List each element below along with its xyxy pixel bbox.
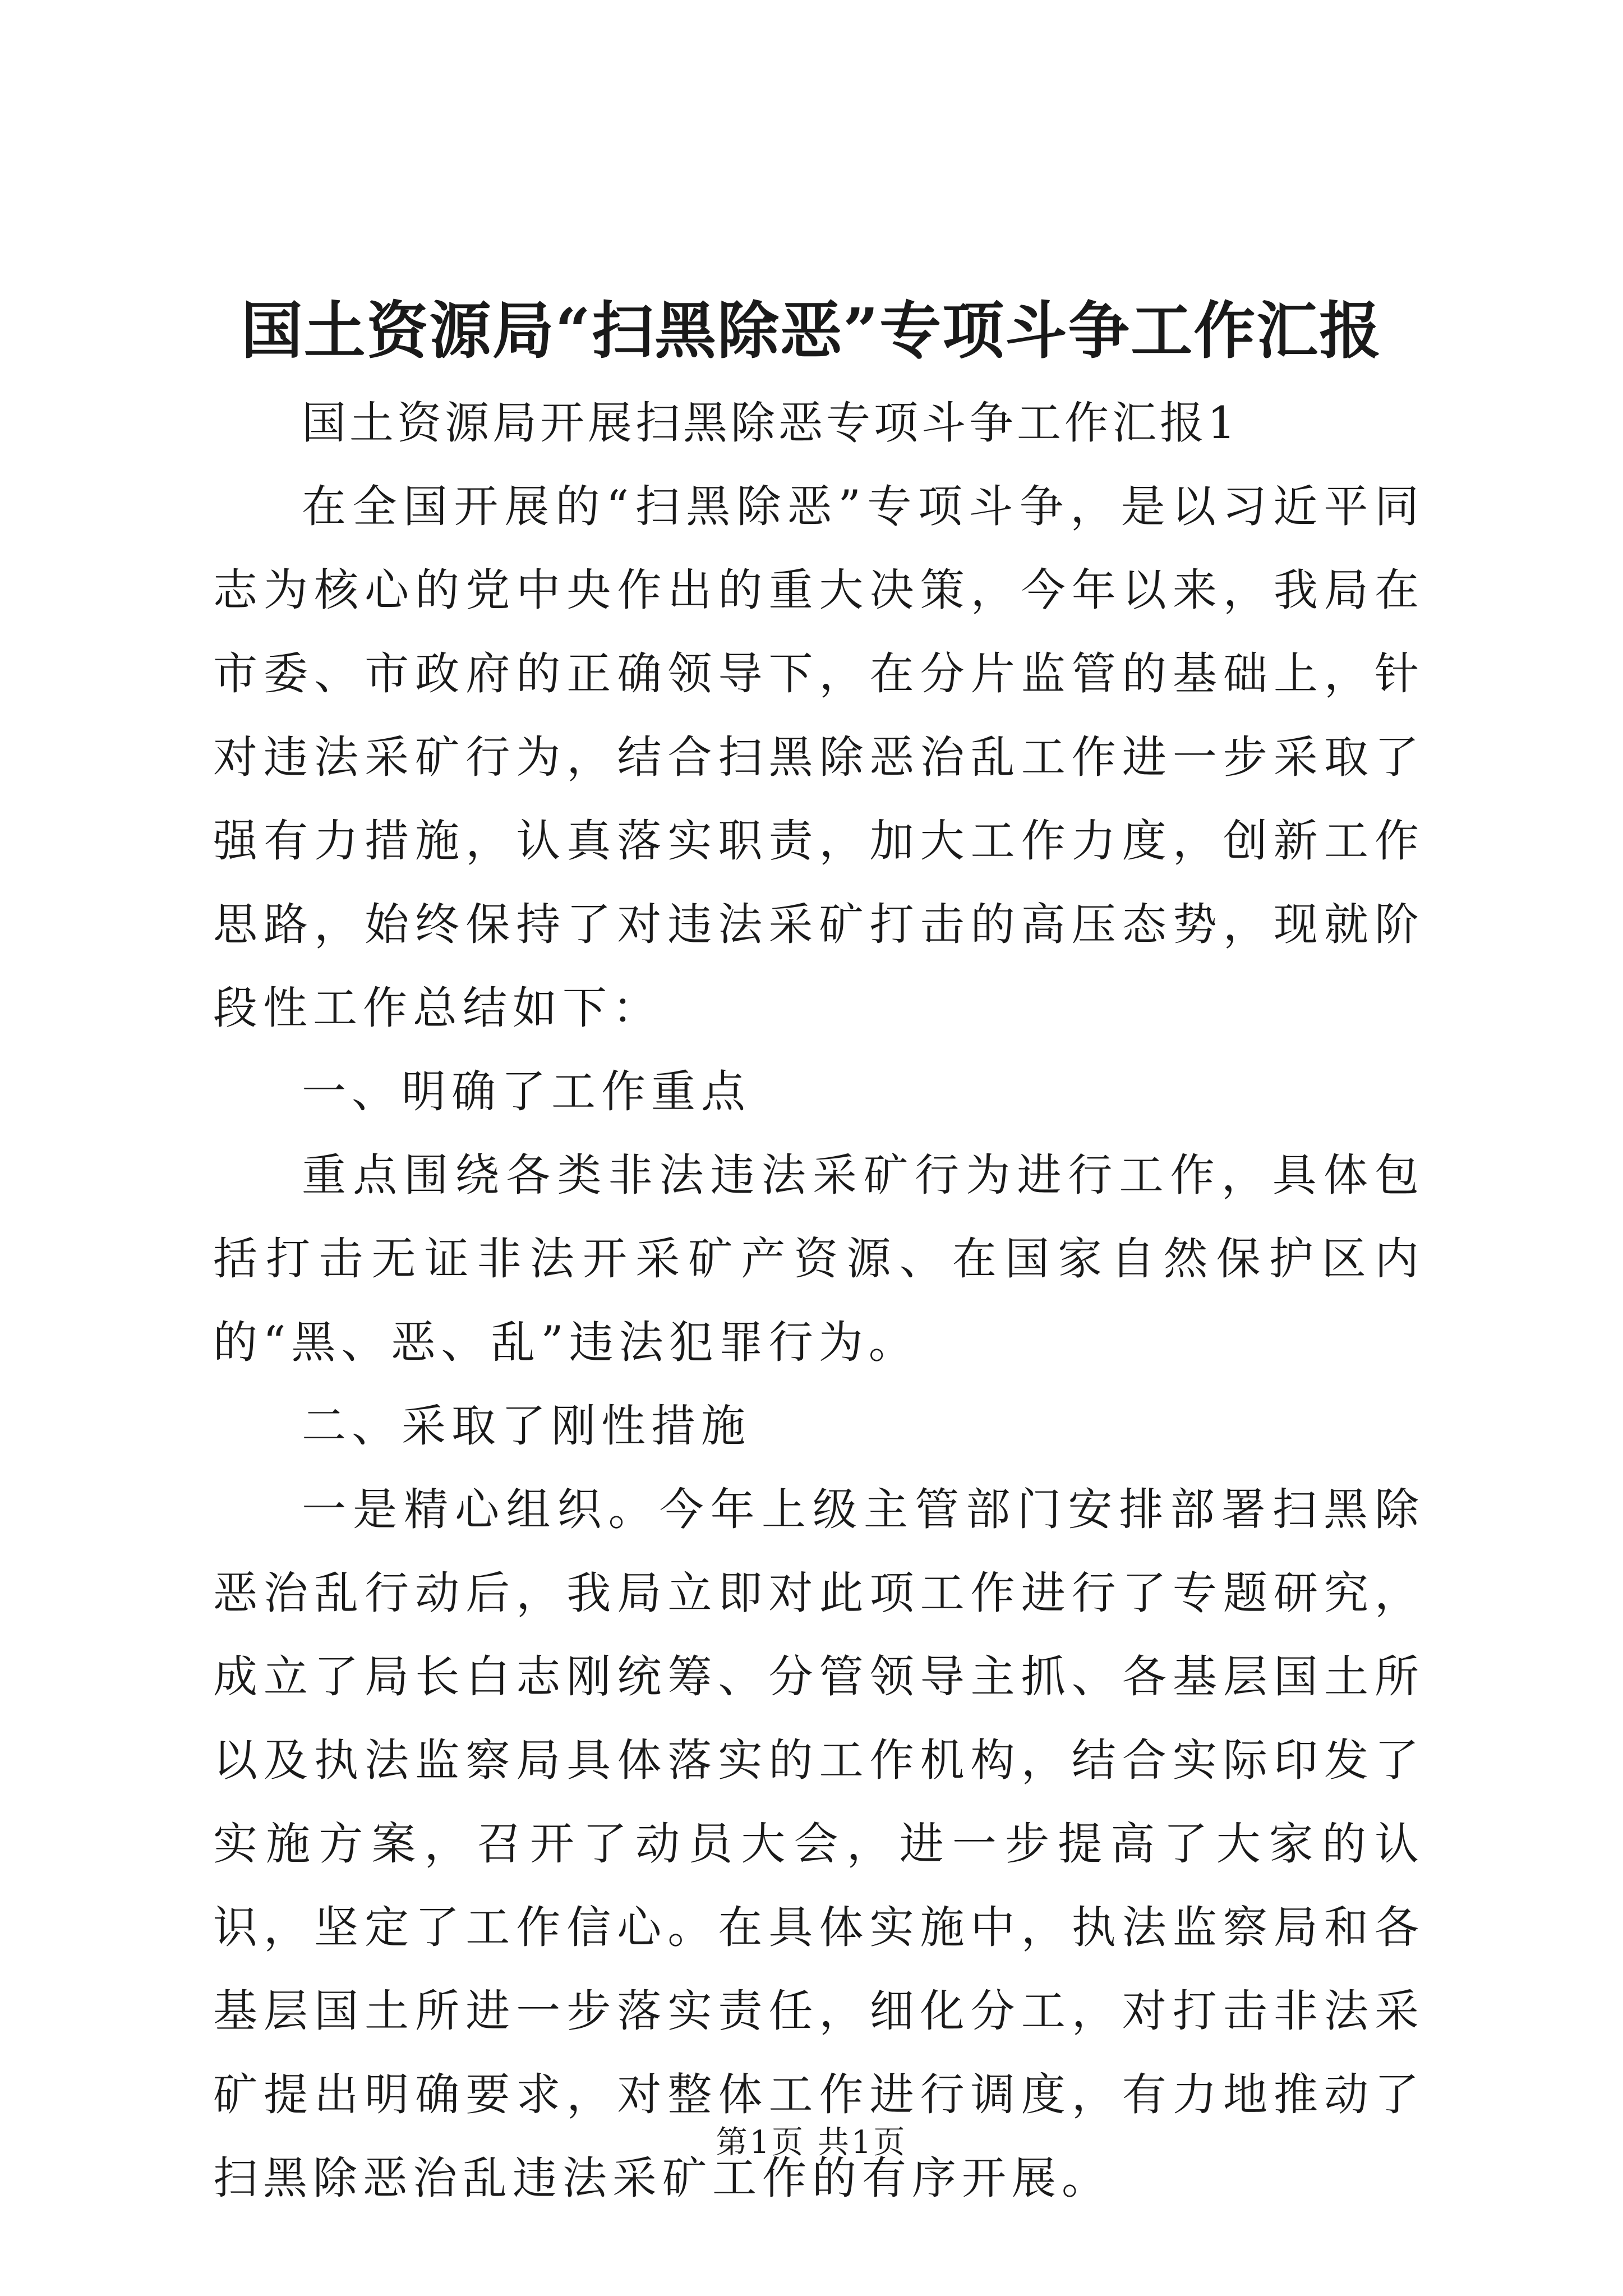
- section-2-paragraph: 一是精心组织。今年上级主管部门安排部署扫黑除恶治乱行动后，我局立即对此项工作进行了专题研究，成立了局长白志刚统筹、分管领导主抓、各基层国土所以及执法监察局具体落实的工作机构，结合实际印发了实施方案，召开了动员大会，进一步提高了大家的认识，坚定了工作信心。在具体实施中，执法监察局和各基层国土所进一步落实责任，细化分工，对打击非法采矿提出明确要求，对整体工作进行调度，有力地推动了扫黑除恶治乱违法采矿工作的有序开展。: [213, 1484, 1424, 2204]
- section-heading-2: 二、采取了刚性措施: [302, 1400, 751, 1452]
- document-body: [213, 381, 1424, 2220]
- report-subtitle: 国土资源局开展扫黑除恶专项斗争工作汇报1: [302, 397, 1239, 449]
- intro-paragraph: 在全国开展的“扫黑除恶”专项斗争，是以习近平同志为核心的党中央作出的重大决策，今年以来，我局在市委、市政府的正确领导下，在分片监管的基础上，针对违法采矿行为，结合扫黑除恶治乱工作进一步采取了强有力措施，认真落实职责，加大工作力度，创新工作思路，始终保持了对违法采矿打击的高压态势，现就阶段性工作总结如下：: [213, 481, 1424, 1034]
- section-1-paragraph: 重点围绕各类非法违法采矿行为进行工作，具体包括打击无证非法开采矿产资源、在国家自然保护区内的“黑、恶、乱”违法犯罪行为。: [213, 1149, 1424, 1368]
- document-title: 国土资源局“扫黑除恶”专项斗争工作汇报: [241, 295, 1382, 367]
- section-heading-1: 一、明确了工作重点: [302, 1066, 751, 1117]
- page-footer: 第1页 共1页: [716, 2124, 907, 2161]
